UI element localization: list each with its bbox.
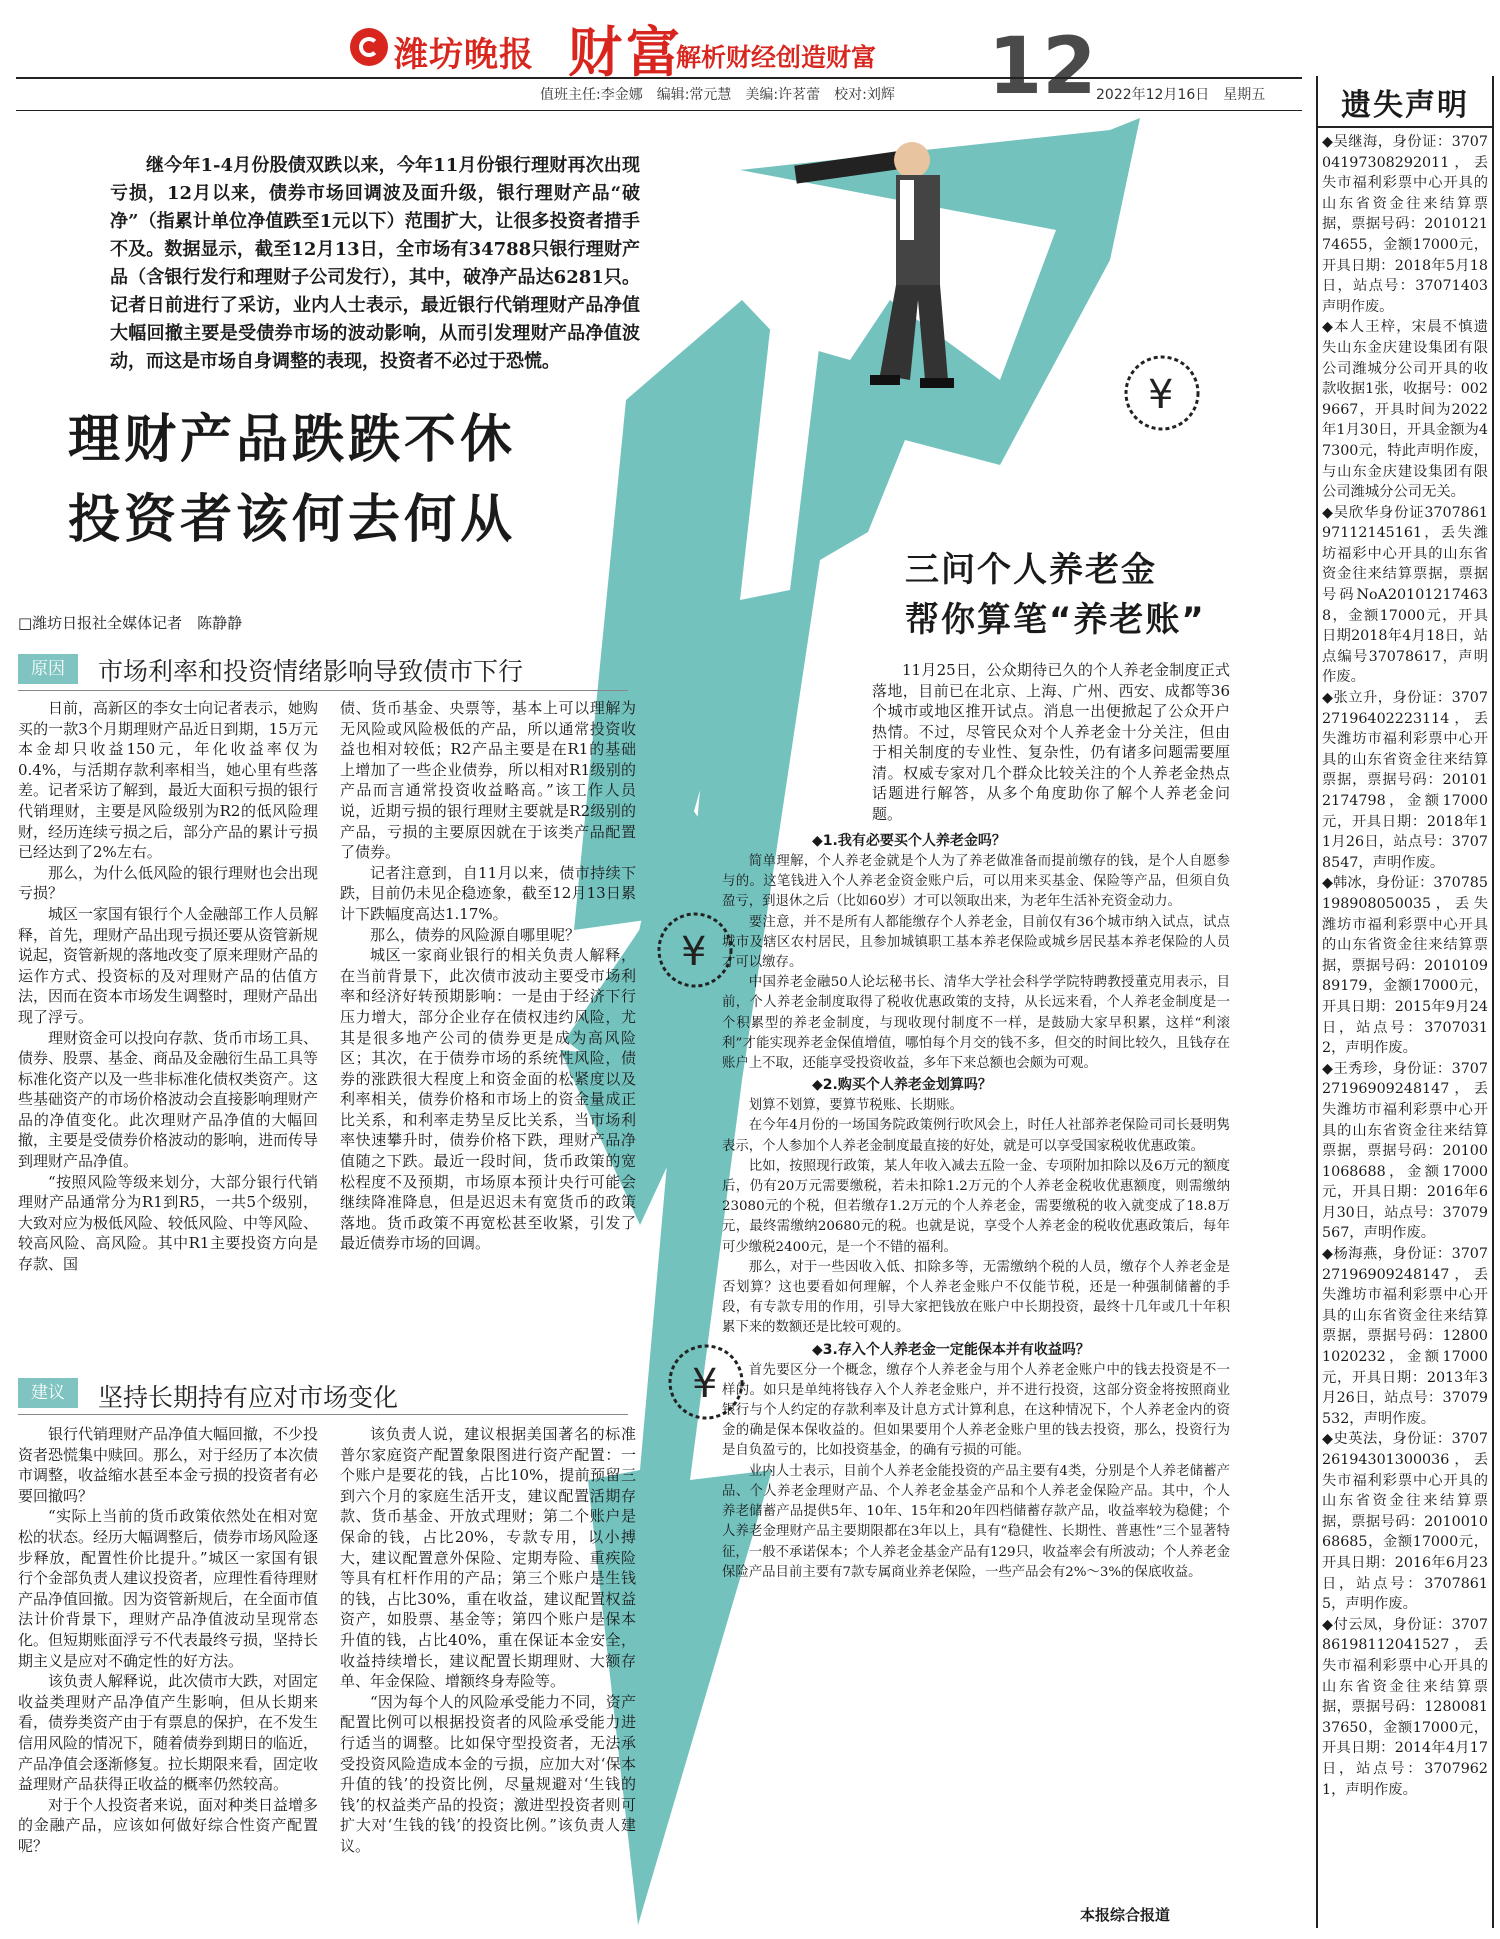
paragraph: 日前，高新区的李女士向记者表示，她购买的一款3个月期理财产品近日到期，15万元本金却只收益150元，年化收益率仅为0.4%，与活期存款利率相当，她心里有些落差。记者采访了解到，最近大面积亏损的银行代销理财，主要是风险级别为R2的低风险理财，经历连续亏损之后，部分产品的累计亏损已经达到了2%左右。 [18,699,319,862]
lost-notice-item: ◆吴继海，身份证：370704197308292011，丢失市福利彩票中心开具的山东省资金往来结算票据，票据号码：201012174655，金额17000元，开具日期：2018年5月18日，站点号：37071403声明作废。 [1322,134,1488,315]
section-name: 财富 [568,21,684,84]
feature-question: ◆1.我有必要买个人养老金吗？ [812,833,1006,849]
lost-notice-item: ◆吴欣华身份证370786197112145161，丢失潍坊福彩中心开具的山东省资金往来结算票据，票据号码NoA201012174638，金额17000元，开具日期2018年4月18日，站点编号37078617，声明作废。 [1322,504,1488,686]
section-1-column-2 [340,698,636,1254]
source-credit: 本报综合报道 [1080,1906,1171,1924]
paragraph: 该负责人解释说，此次债市大跌，对固定收益类理财产品净值产生影响，但从长期来看，债券类资产由于有票息的保护，在不发生信用风险的情况下，随着债券到期日的临近，产品净值会逐渐修复。拉长期限来看，固定收益理财产品获得正收益的概率仍然较高。 [18,1672,319,1794]
lead-paragraph: 继今年1-4月份股债双跌以来，今年11月份银行理财再次出现亏损，12月以来，债券市场回调波及面升级，银行理财产品“破净”（指累计单位净值跌至1元以下）范围扩大，让很多投资者措手不及。数据显示，截至12月13日，全市场有34788只银行理财产品（含银行发行和理财子公司发行），其中，破净产品达6281只。记者日前进行了采访，业内人士表示，最近银行代销理财产品净值大幅回撤主要是受债券市场的波动影响，从而引发理财产品净值波动，而这是市场自身调整的表现，投资者不必过于恐慌。 [110,155,640,372]
section-2-title: 坚持长期持有应对市场变化 [98,1383,399,1412]
feature-title-line-2: 帮你算笔“养老账” [905,600,1206,640]
section-tag-advice: 建议 [18,1378,78,1408]
paragraph: “按照风险等级来划分，大部分银行代销理财产品通常分为R1到R5，一共5个级别，大致对应为极低风险、较低风险、中等风险、较高风险、高风险。其中R1主要投资方向是存款、国 [18,1172,319,1274]
sidebar-title: 遗失声明 [1341,88,1469,123]
paragraph: “因为每个人的风险承受能力不同，资产配置比例可以根据投资者的风险承受能力进行适当的调整。比如保守型投资者，无法承受投资风险造成本金的亏损，应加大对‘保本升值的钱’的投资比例，尽量规避对‘生钱的钱’的权益类产品的投资；激进型投资者则可扩大对‘生钱的钱’的投资比例。”该负责人建议。 [340,1692,636,1855]
section-1-title: 市场利率和投资情绪影响导致债市下行 [98,657,524,686]
lost-notice-item: ◆杨海燕，身份证：370727196909248147，丢失潍坊市福利彩票中心开具的山东省资金往来结算票据，票据号码：128001020232，金额17000元，开具日期：2013年3月26日，站点号：37079532，声明作废。 [1322,1246,1488,1427]
lost-notice-item: ◆韩冰，身份证：370785198908050035，丢失潍坊市福利彩票中心开具的山东省资金往来结算票据，票据号码：201010989179，金额17000元，开具日期：2015年9月24日，站点号：37070312，声明作废。 [1322,875,1488,1057]
section-1-rule [18,690,628,691]
paragraph: 城区一家国有银行个人金融部工作人员解释，首先，理财产品出现亏损还要从资管新规说起，资管新规的落地改变了原来理财产品的运作方式、投资标的及对理财产品的估值方法，因而在资本市场发生调整时，理财产品出现了浮亏。 [18,904,319,1026]
headline-line-1: 理财产品跌跌不休 [68,410,517,470]
feature-title-line-1: 三问个人养老金 [905,550,1157,590]
paragraph: 那么，债券的风险源自哪里呢？ [370,925,581,944]
paragraph: 那么，对于一些因收入低、扣除多等，无需缴纳个税的人员，缴存个人养老金是否划算？这也要看如何理解，个人养老金账户不仅能节税，还是一种强制储蓄的手段，有专款专用的作用，引导大家把钱放在账户中长期投资，最终十几年或几十年积累下来的数额还是比较可观的。 [722,1259,1230,1336]
feature-question: ◆2.购买个人养老金划算吗？ [812,1077,992,1094]
lost-notice-item: ◆史英法，身份证：370726194301300036，丢失市福利彩票中心开具的山东省资金往来结算票据，票据号码：201001068685，金额17000元，开具日期：2016年6月23日，站点号：37078615，声明作废。 [1322,1431,1488,1613]
paragraph: 比如，按照现行政策，某人年收入减去五险一金、专项附加扣除以及6万元的额度后，仍有20万元需要缴税，若未扣除1.2万元的个人养老金税收优惠额度，则需缴纳23080元的个税，但若缴存1.2万元的个人养老金，需要缴税的收入就变成了18.8万元，最终需缴纳20680元的税。也就是说，享受个人养老金的税收优惠政策后，每年可少缴税2400元，是一个不错的福利。 [722,1158,1230,1255]
paragraph: 银行代销理财产品净值大幅回撤，不少投资者恐慌集中赎回。那么，对于经历了本次债市调整，收益缩水甚至本金亏损的投资者有必要回撤吗？ [18,1425,319,1505]
paragraph: 该负责人说，建议根据美国著名的标准普尔家庭资产配置象限图进行资产配置：一个账户是要花的钱，占比10%，提前预留三到六个月的家庭生活开支，建议配置活期存款、货币基金、开放式理财；第二个账户是保命的钱，占比20%，专款专用，以小搏大，建议配置意外保险、定期寿险、重疾险等具有杠杆作用的产品；第三个账户是生钱的钱，占比30%，重在收益，建议配置权益资产，如股票、基金等；第四个账户是保本升值的钱，占比40%，重在保证本金安全，收益持续增长，建议配置长期理财、大额存单、年金保险、增额终身寿险等。 [340,1425,636,1691]
yuan-coin-icon [1126,357,1198,429]
section-slogan: 解析财经创造财富 [676,43,877,72]
section-2-rule [18,1414,628,1415]
paragraph: 那么，为什么低风险的银行理财也会出现亏损？ [18,863,319,903]
feature-question: ◆3.存入个人养老金一定能保本并有收益吗？ [812,1341,1090,1358]
paragraph: 首先要区分一个概念，缴存个人养老金与用个人养老金账户中的钱去投资是不一样的。如只是单纯将钱存入个人养老金账户，并不进行投资，这部分资金将按照商业银行与个人约定的存款利率及计息方式计算利息，在这种情况下，个人养老金内的资金的确是保本保收益的。但如果要用个人养老金账户里的钱去投资，那么，投资行为是自负盈亏的，比如投资基金，的确有亏损的可能。 [722,1362,1230,1459]
lost-notice-item: ◆张立升，身份证：370727196402223114，丢失潍坊市福利彩票中心开具的山东省资金往来结算票据，票据号码：201012174798，金额17000元，开具日期：2018年11月26日，站点号：37078547，声明作废。 [1322,690,1488,871]
feature-title [905,545,1206,645]
paragraph: 理财资金可以投向存款、货币市场工具、债券、股票、基金、商品及金融衍生品工具等标准化资产以及一些非标准化债权类资产。这些基础资产的市场价格波动会直接影响理财产品的净值变化。此次理财产品净值的大幅回撤，主要是受债券价格波动的影响，进而传导到理财产品净值。 [18,1028,319,1171]
feature-body [722,830,1230,1583]
dateline: 2022年12月16日 星期五 [1096,87,1266,103]
svg-text:¥: ¥ [681,929,707,975]
sidebar-notices [1322,132,1488,1800]
section-2-column-1 [18,1424,318,1856]
paragraph: 业内人士表示，目前个人养老金能投资的产品主要有4类，分别是个人养老储蓄产品、个人养老金理财产品、个人养老金基金产品和个人养老金保险产品。其中，个人养老储蓄产品提供5年、10年、15年和20年四档储蓄存款产品，收益率较为稳健；个人养老金理财产品主要期限都在3年以上，具有“稳健性、长期性、普惠性”三个显著特征，一般不承诺保本；个人养老金基金产品有129只，收益率会有所波动；个人养老金保险产品目前主要有7款专属商业养老保险，一些产品会有2%～3%的保底收益。 [722,1463,1230,1580]
paragraph: 在今年4月份的一场国务院政策例行吹风会上，时任人社部养老保险司司长聂明隽表示，个人参加个人养老金制度最直接的好处，就是可以享受国家税收优惠政策。 [722,1118,1230,1154]
sidebar-rule [1318,126,1492,128]
section-1-column-1 [18,698,318,1275]
headline-line-2: 投资者该何去何从 [68,490,517,550]
paragraph: “实际上当前的货币政策依然处在相对宽松的状态。经历大幅调整后，债券市场风险逐步释放，配置性价比提升。”城区一家国有银行个金部负责人建议投资者，应理性看待理财产品净值回撤。因为资管新规后，在全面市值法计价背景下，理财产品净值波动呈现常态化。但短期账面浮亏不代表最终亏损，坚持长期主义是应对不确定性的好方法。 [18,1507,319,1670]
section-2-column-2 [340,1424,636,1856]
page-number: 12 [988,22,1097,112]
paper-name: 潍坊晚报 [394,35,534,75]
paragraph: 中国养老金融50人论坛秘书长、清华大学社会科学学院特聘教授董克用表示，目前，个人养老金制度取得了税收优惠政策的支持，从长远来看，个人养老金制度是一个积累型的养老金制度，与现收现付制度不一样，是鼓励大家早积累，这样“利滚利”才能实现养老金保值增值，哪怕每个月交的钱不多，但交的时间比较久，且钱存在账户上不取，还能享受投资收益，多年下来总额也会颇为可观。 [722,975,1230,1072]
paragraph: 对于个人投资者来说，面对种类日益增多的金融产品，应该如何做好综合性资产配置呢？ [18,1795,319,1855]
paragraph: 简单理解，个人养老金就是个人为了养老做准备而提前缴存的钱，是个人自愿参与的。这笔钱进入个人养老金资金账户后，可以用来买基金、保险等产品，但须自负盈亏，到退休之后（比如60岁）才可以领取出来，为老年生活补充资金动力。 [722,854,1230,910]
paragraph: 划算不划算，要算节税账、长期账。 [748,1098,964,1114]
paragraph: 债、货币基金、央票等，基本上可以理解为无风险或风险极低的产品，所以通常投资收益也相对较低；R2产品主要是在R1的基础上增加了一些企业债券，所以相对R1级别的产品而言通常投资收益略高。”该工作人员说，近期亏损的银行理财主要就是R2级别的产品，亏损的主要原因就在于该类产品配置了债券。 [340,699,636,862]
paragraph: 11月25日，公众期待已久的个人养老金制度正式落地，目前已在北京、上海、广州、西安、成都等36个城市或地区推开试点。消息一出便掀起了公众开户热情。不过，尽管民众对个人养老金十分关注，但由于相关制度的专业性、复杂性，仍有诸多问题需要厘清。权威专家对几个群众比较关注的个人养老金热点话题进行解答，从多个角度助你了解个人养老金问题。 [872,661,1230,823]
feature-intro [872,660,1230,824]
byline: □潍坊日报社全媒体记者 陈静静 [18,614,243,632]
paragraph: 要注意，并不是所有人都能缴存个人养老金，目前仅有36个城市纳入试点，试点城市及辖区农村居民，且参加城镇职工基本养老保险或城乡居民基本养老保险的人员才可以缴存。 [722,914,1230,971]
editor-credits: 值班主任:李金娜 编辑:常元慧 美编:许茗蕾 校对:刘辉 [540,87,895,103]
svg-text:¥: ¥ [692,1361,718,1407]
lost-notice-item: ◆王秀珍，身份证：370727196909248147，丢失潍坊市福利彩票中心开具的山东省资金往来结算票据，票据号码：201001068688，金额17000元，开具日期：2016年6月30日，站点号：37079567，声明作废。 [1322,1060,1488,1242]
section-tag-reason: 原因 [18,654,78,684]
svg-text:¥: ¥ [1148,372,1174,418]
paragraph: 城区一家商业银行的相关负责人解释，在当前背景下，此次债市波动主要受市场利率和经济好转预期影响：一是由于经济下行压力增大，部分企业存在债权违约风险，尤其是很多地产公司的债券更是成为高风险区；其次，在于债券市场的系统性风险，债券的涨跌很大程度上和资金面的松紧度以及利率相关，债券价格和市场上的资金量成正比关系，和利率走势呈反比关系，当市场利率快速攀升时，债券价格下跌，理财产品净值随之下跌。最近一段时间，货币政策的宽松程度不及预期，市场原本预计央行可能会继续降准降息，但是迟迟未有宽货币的政策落地。货币政策不再宽松甚至收紧，引发了最近债券市场的回调。 [340,946,636,1253]
lost-notice-item: ◆付云凤，身份证：370786198112041527，丢失市福利彩票中心开具的山东省资金往来结算票据，票据号码：128008137650，金额17000元，开具日期：2014年4月17日，站点号：37079621，声明作废。 [1322,1616,1488,1798]
main-headline [68,400,668,560]
lost-notice-item: ◆本人王梓，宋晨不慎遗失山东金庆建设集团有限公司潍城分公司开具的收款收据1张，收据号：0029667，开具时间为2022年1月30日，开具金额为47300元，特此声明作废，与山东金庆建设集团有限公司潍城分公司无关。 [1322,319,1488,501]
paragraph: 记者注意到，自11月以来，债市持续下跌，目前仍未见企稳迹象，截至12月13日累计下跌幅度高达1.17%。 [340,863,636,923]
